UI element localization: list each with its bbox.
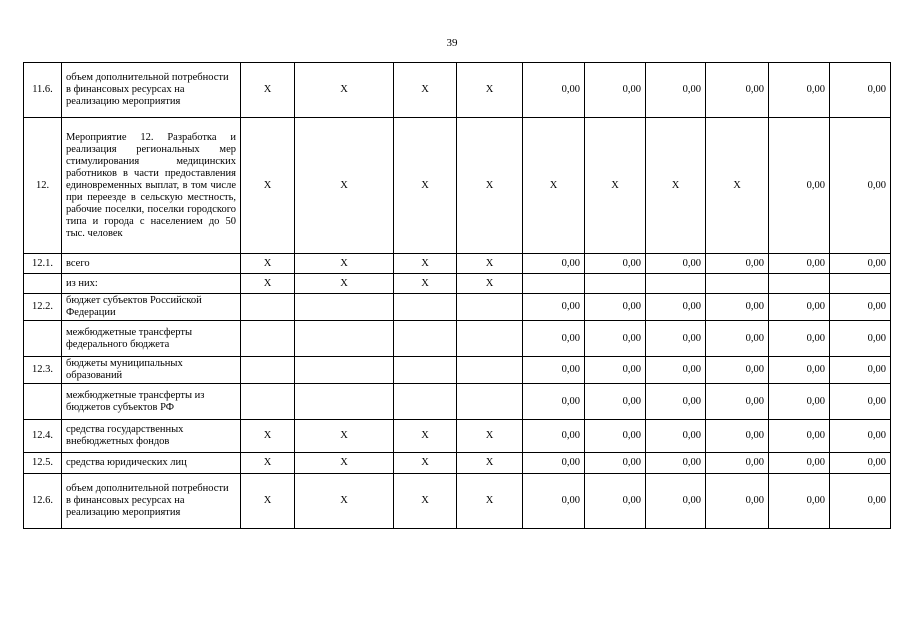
page-number: 39 [446, 37, 458, 49]
value-cell [585, 274, 646, 294]
x-mark [241, 294, 295, 321]
value-cell: 0,00 [523, 254, 585, 274]
value-cell: 0,00 [646, 294, 706, 321]
value-cell [706, 274, 769, 294]
value-cell: 0,00 [523, 321, 585, 357]
value-cell: 0,00 [523, 474, 585, 529]
row-number [24, 274, 62, 294]
row-number [24, 321, 62, 357]
row-label: средства юридических лиц [62, 453, 241, 474]
x-mark: X [295, 420, 394, 453]
value-cell: 0,00 [830, 420, 891, 453]
row-label: объем дополнительной потребности в финансовых ресурсах на реализацию мероприятия [62, 63, 241, 118]
value-cell: 0,00 [830, 321, 891, 357]
value-cell: 0,00 [523, 357, 585, 384]
x-mark: X [457, 474, 523, 529]
x-mark [241, 357, 295, 384]
x-mark: X [241, 63, 295, 118]
value-cell: 0,00 [706, 420, 769, 453]
x-mark: X [646, 118, 706, 254]
value-cell: 0,00 [646, 453, 706, 474]
table-row [24, 274, 891, 294]
x-mark: X [394, 420, 457, 453]
value-cell: 0,00 [646, 254, 706, 274]
value-cell: 0,00 [523, 384, 585, 420]
x-mark [241, 384, 295, 420]
x-mark: X [241, 420, 295, 453]
x-mark: X [457, 453, 523, 474]
row-label: объем дополнительной потребности в финансовых ресурсах на реализацию мероприятия [62, 474, 241, 529]
x-mark: X [241, 254, 295, 274]
value-cell [769, 274, 830, 294]
value-cell: 0,00 [646, 384, 706, 420]
value-cell: 0,00 [706, 453, 769, 474]
value-cell: 0,00 [830, 474, 891, 529]
row-label: Мероприятие 12. Разработка и реализация региональных мер стимулирования медицинских работников в части предоставления единовременных выплат, в том числе при переезде в сельскую местность, рабочие поселки, поселки городского типа и города с населением до 50 тыс. человек [62, 118, 241, 254]
x-mark: X [394, 63, 457, 118]
table-row [24, 294, 891, 321]
value-cell [523, 274, 585, 294]
value-cell: 0,00 [585, 254, 646, 274]
value-cell: 0,00 [769, 384, 830, 420]
row-number [24, 384, 62, 420]
table-row [24, 357, 891, 384]
x-mark: X [457, 420, 523, 453]
value-cell: 0,00 [706, 474, 769, 529]
table-row [24, 118, 891, 254]
table-row [24, 453, 891, 474]
value-cell: 0,00 [706, 384, 769, 420]
value-cell: 0,00 [646, 63, 706, 118]
value-cell: 0,00 [830, 63, 891, 118]
x-mark [394, 294, 457, 321]
value-cell: 0,00 [769, 294, 830, 321]
x-mark: X [523, 118, 585, 254]
value-cell: 0,00 [706, 294, 769, 321]
value-cell: 0,00 [523, 294, 585, 321]
x-mark [394, 384, 457, 420]
value-cell: 0,00 [706, 254, 769, 274]
x-mark: X [585, 118, 646, 254]
x-mark: X [706, 118, 769, 254]
x-mark [295, 357, 394, 384]
x-mark: X [394, 118, 457, 254]
value-cell: 0,00 [830, 357, 891, 384]
table-row [24, 384, 891, 420]
row-label: бюджеты муниципальных образований [62, 357, 241, 384]
x-mark [241, 321, 295, 357]
x-mark [457, 357, 523, 384]
x-mark: X [457, 254, 523, 274]
table-row [24, 254, 891, 274]
x-mark: X [295, 453, 394, 474]
x-mark: X [241, 274, 295, 294]
x-mark: X [457, 63, 523, 118]
value-cell: 0,00 [585, 357, 646, 384]
x-mark: X [394, 453, 457, 474]
x-mark [457, 321, 523, 357]
value-cell: 0,00 [769, 63, 830, 118]
value-cell: 0,00 [523, 420, 585, 453]
row-number: 11.6. [24, 63, 62, 118]
value-cell: 0,00 [769, 453, 830, 474]
value-cell: 0,00 [585, 63, 646, 118]
row-label: всего [62, 254, 241, 274]
x-mark: X [295, 274, 394, 294]
x-mark: X [394, 474, 457, 529]
row-label: бюджет субъектов Российской Федерации [62, 294, 241, 321]
x-mark: X [295, 63, 394, 118]
value-cell: 0,00 [585, 321, 646, 357]
value-cell: 0,00 [769, 474, 830, 529]
x-mark [295, 294, 394, 321]
budget-table [23, 62, 891, 529]
value-cell: 0,00 [523, 453, 585, 474]
row-label: из них: [62, 274, 241, 294]
x-mark: X [295, 474, 394, 529]
x-mark: X [295, 118, 394, 254]
x-mark: X [241, 474, 295, 529]
value-cell [830, 274, 891, 294]
row-label: межбюджетные трансферты федерального бюджета [62, 321, 241, 357]
row-label: межбюджетные трансферты из бюджетов субъектов РФ [62, 384, 241, 420]
table-row [24, 420, 891, 453]
x-mark [394, 357, 457, 384]
value-cell: 0,00 [646, 420, 706, 453]
row-number: 12. [24, 118, 62, 254]
value-cell [646, 274, 706, 294]
row-number: 12.5. [24, 453, 62, 474]
value-cell: 0,00 [830, 453, 891, 474]
value-cell: 0,00 [769, 420, 830, 453]
x-mark: X [394, 274, 457, 294]
row-number: 12.1. [24, 254, 62, 274]
row-label: средства государственных внебюджетных фондов [62, 420, 241, 453]
value-cell: 0,00 [769, 357, 830, 384]
row-number: 12.6. [24, 474, 62, 529]
value-cell: 0,00 [830, 294, 891, 321]
x-mark [394, 321, 457, 357]
x-mark: X [241, 453, 295, 474]
value-cell: 0,00 [769, 321, 830, 357]
value-cell: 0,00 [706, 321, 769, 357]
value-cell: 0,00 [585, 294, 646, 321]
x-mark [295, 321, 394, 357]
value-cell: 0,00 [523, 63, 585, 118]
value-cell: 0,00 [830, 118, 891, 254]
value-cell: 0,00 [830, 254, 891, 274]
x-mark: X [457, 274, 523, 294]
value-cell: 0,00 [706, 63, 769, 118]
row-number: 12.4. [24, 420, 62, 453]
value-cell: 0,00 [646, 474, 706, 529]
x-mark [457, 384, 523, 420]
value-cell: 0,00 [830, 384, 891, 420]
value-cell: 0,00 [585, 453, 646, 474]
value-cell: 0,00 [769, 118, 830, 254]
value-cell: 0,00 [585, 384, 646, 420]
x-mark: X [241, 118, 295, 254]
row-number: 12.2. [24, 294, 62, 321]
value-cell: 0,00 [769, 254, 830, 274]
value-cell: 0,00 [646, 321, 706, 357]
x-mark [457, 294, 523, 321]
value-cell: 0,00 [585, 474, 646, 529]
table-row [24, 63, 891, 118]
row-number: 12.3. [24, 357, 62, 384]
value-cell: 0,00 [706, 357, 769, 384]
table-body [24, 63, 891, 529]
x-mark: X [295, 254, 394, 274]
x-mark: X [457, 118, 523, 254]
table-row [24, 321, 891, 357]
x-mark [295, 384, 394, 420]
table-row [24, 474, 891, 529]
x-mark: X [394, 254, 457, 274]
value-cell: 0,00 [646, 357, 706, 384]
value-cell: 0,00 [585, 420, 646, 453]
